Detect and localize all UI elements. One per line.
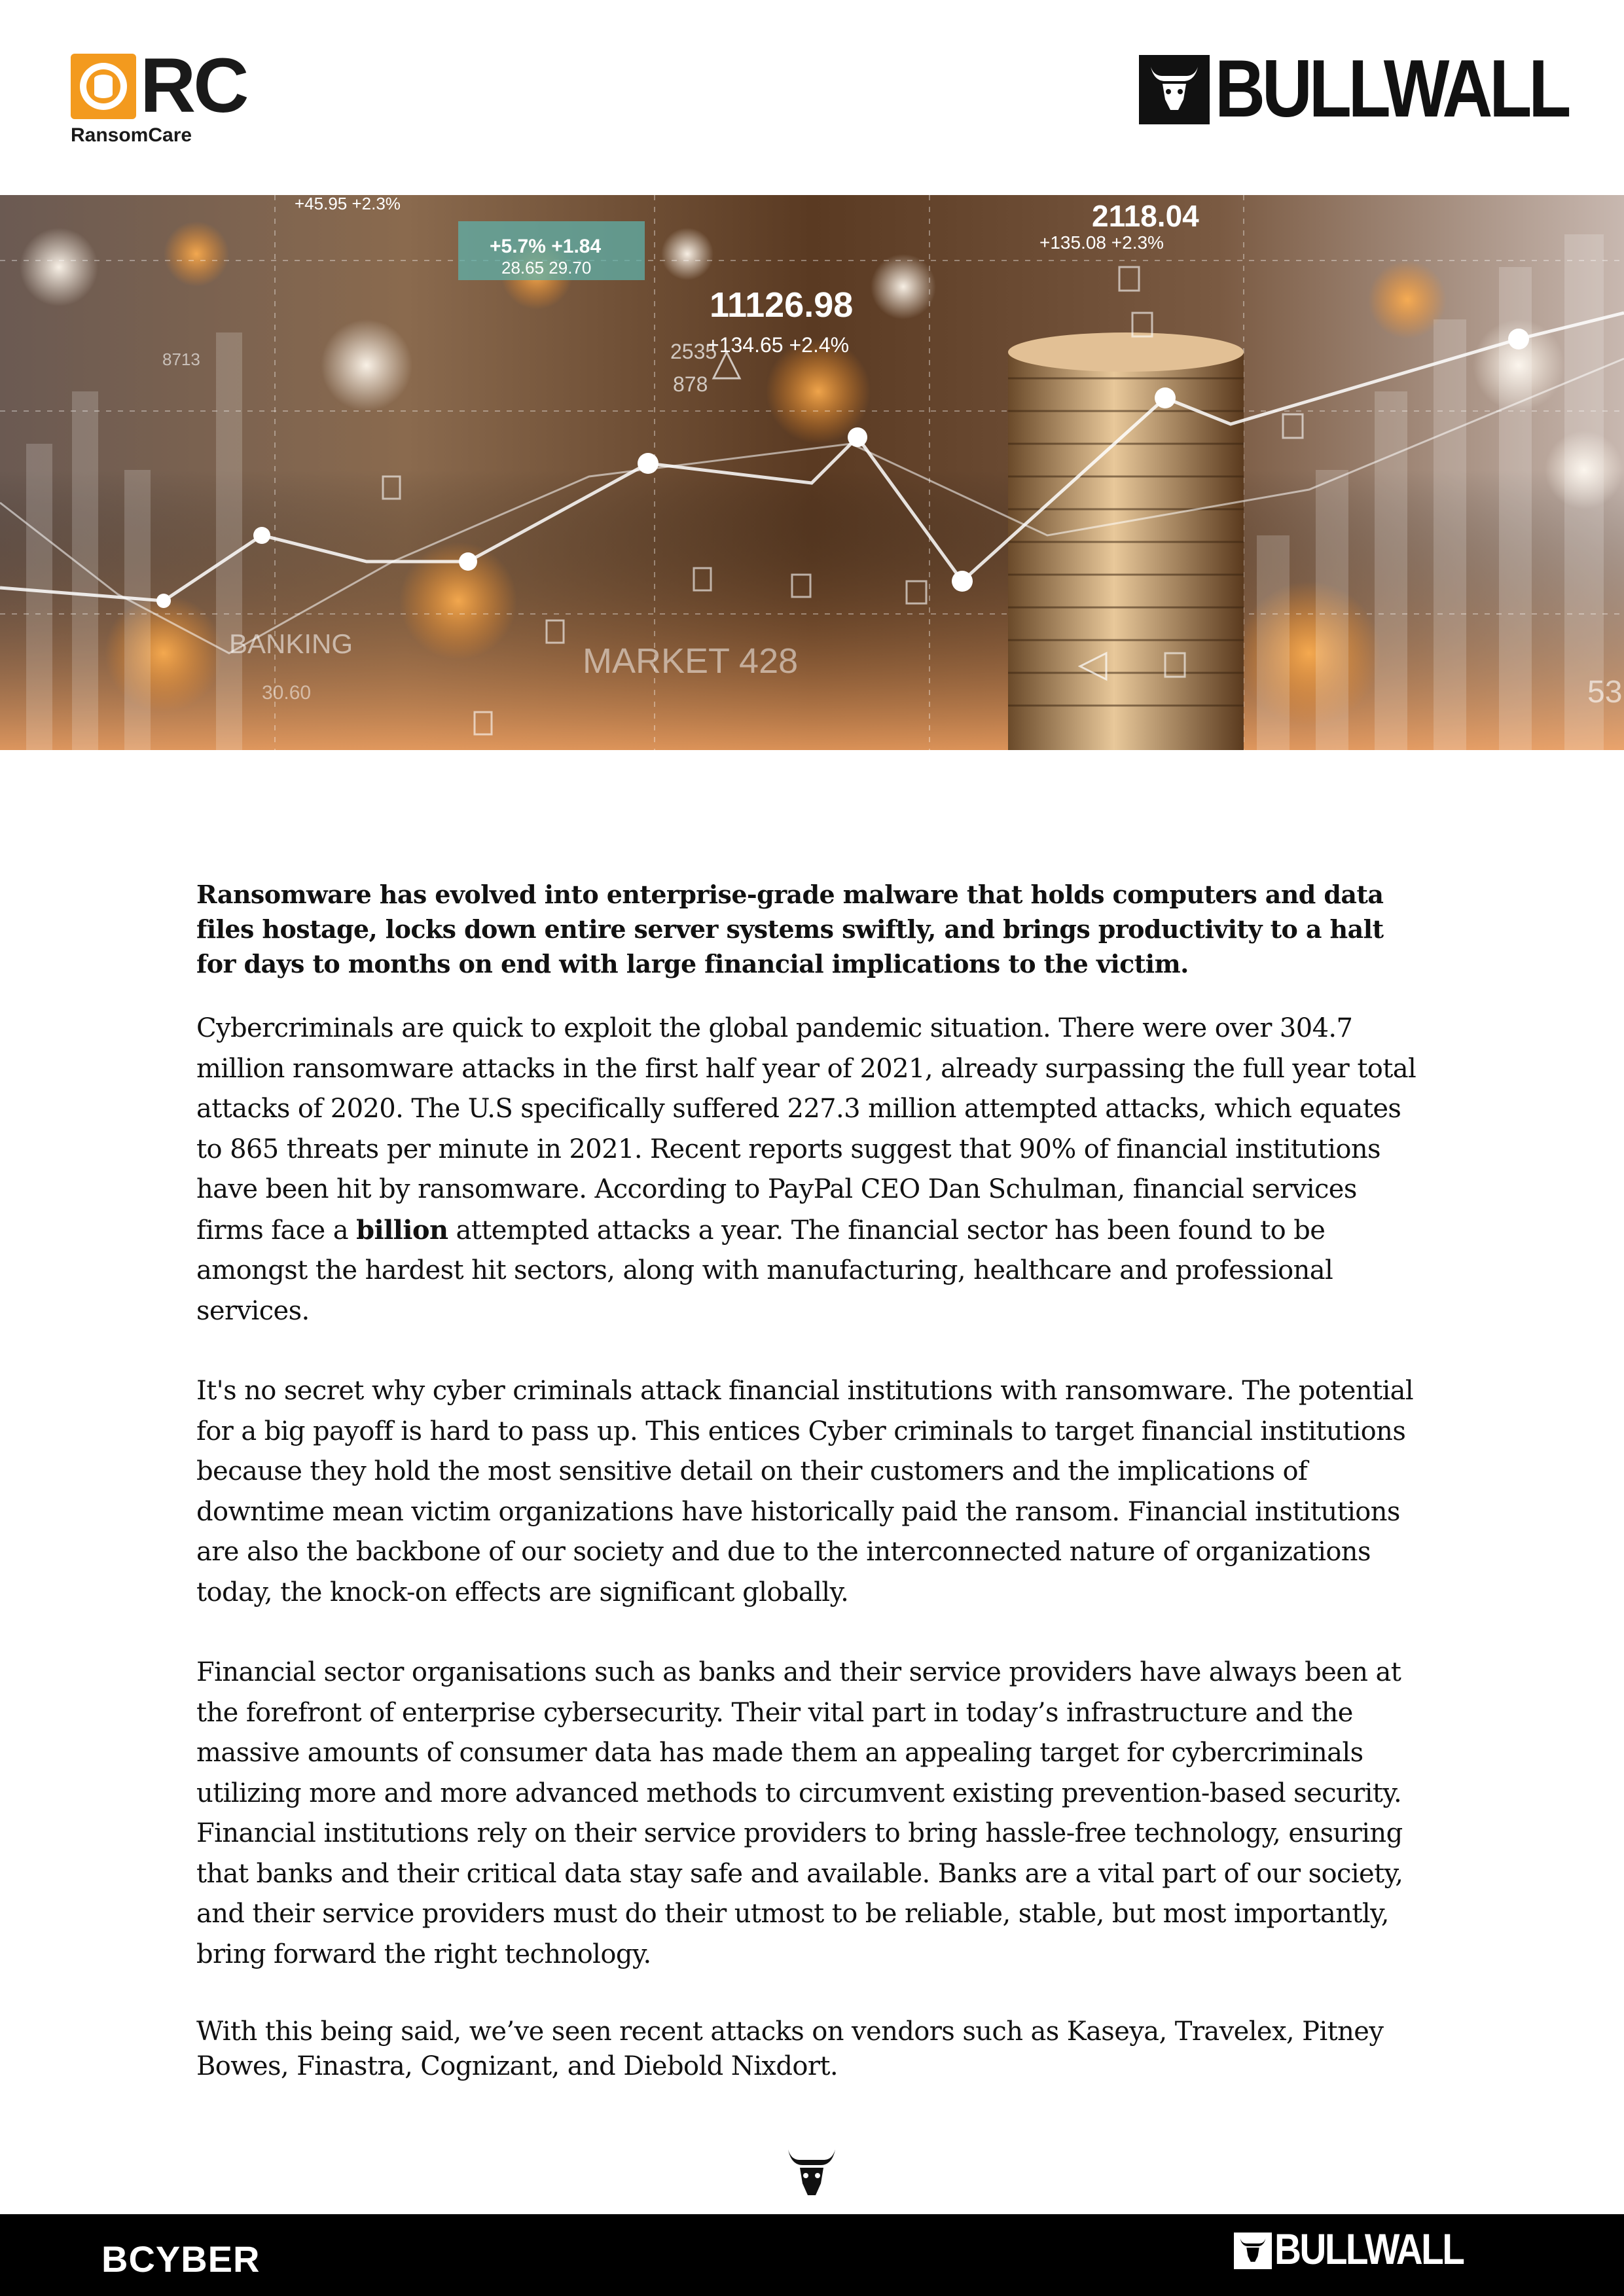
bullwall-logo-text: BULLWALL <box>1215 44 1568 134</box>
banner-right-edge: 53 <box>1587 675 1623 709</box>
banner-market: MARKET 428 <box>583 641 799 681</box>
paragraph-3: Financial sector organisations such as banks and their service providers have always been at the forefront of enterprise cybersecurity. Their vital part in today’s infrastructure and the massive amounts of consumer data has made them an appealing target for cybercriminals utilizing more and more advanced methods to circumvent existing prevention-based security. Financial institutions rely on their service providers to bring hassle-free technology, ensuring that banks and their critical data stay safe and available. Banks are a vital part of our society, and their service providers must do their utmost to be reliable, stable, but most importantly, bring forward the right technology. <box>196 1657 1403 1969</box>
paragraph-1-emphasis: billion <box>356 1214 448 1246</box>
footer-bullwall-logo <box>1234 2225 1464 2273</box>
banner-banking: BANKING <box>229 628 353 659</box>
paragraph-1-end: attempted attacks a year. The financial sector has been found to be amongst the hardest hit sectors, along with manufacturing, healthcare and professional services. <box>196 1215 1333 1326</box>
banner-side-b: 878 <box>673 372 708 396</box>
article-body <box>196 877 1427 2124</box>
banner-value-top: 2118.04 <box>1092 199 1199 233</box>
banner-delta-top: +135.08 +2.3% <box>1039 232 1164 253</box>
bullwall-logo <box>1139 44 1568 134</box>
lead-paragraph: Ransomware has evolved into enterprise-grade malware that holds computers and data files hostage, locks down entire server systems swiftly, and brings productivity to a halt for days to months on end with large financial implications to the victim. <box>196 880 1384 978</box>
bull-head-icon <box>1234 2233 1272 2269</box>
paragraph-1 <box>196 1009 1427 1331</box>
banner-left-a: 8713 <box>162 350 200 369</box>
paragraph-4: With this being said, we’ve seen recent attacks on vendors such as Kaseya, Travelex, Pitney Bowes, Finastra, Cognizant, and Diebold Nixdort. <box>196 2017 1384 2081</box>
ransomcare-logo <box>71 43 247 146</box>
banner-top-left: +45.95 +2.3% <box>295 195 401 213</box>
database-ring-icon <box>71 54 136 119</box>
ransomcare-logo-letters: RC <box>140 43 247 129</box>
paragraph-1-start: Cybercriminals are quick to exploit the global pandemic situation. There were over 304.7 million ransomware attacks in the first half year of 2021, already surpassing the full year total attacks of 2020. The U.S specifically suffered 227.3 million attempted attacks, which equates to 865 threats per minute in 2021. Recent reports suggest that 90% of financial institutions have been hit by ransomware. According to PayPal CEO Dan Schulman, financial services firms face a <box>196 1013 1416 1246</box>
footer-bcyber-logo: BCYBER <box>101 2238 261 2280</box>
banner-ticker-box-sub: 28.65 29.70 <box>501 258 592 278</box>
banner-value-main: 11126.98 <box>710 285 854 325</box>
financial-coins-chart-image <box>0 195 1624 750</box>
ransomcare-logo-name: RansomCare <box>71 124 192 146</box>
banner-delta-main: +134.65 +2.4% <box>707 333 850 357</box>
footer-bullwall-text: BULLWALL <box>1274 2225 1464 2273</box>
footer-bar <box>0 2214 1624 2296</box>
bull-head-icon <box>785 2147 838 2202</box>
banner-ticker-box: +5.7% +1.84 <box>490 236 602 257</box>
bull-head-icon <box>1139 55 1210 124</box>
banner-side-a: 2535 <box>670 340 717 363</box>
banner-banking-sub: 30.60 <box>262 682 312 704</box>
paragraph-2: It's no secret why cyber criminals attack financial institutions with ransomware. The potential for a big payoff is hard to pass up. This entices Cyber criminals to target financial institutions because they hold the most sensitive detail on their customers and the implications of downtime mean victim organizations have historically paid the ransom. Financial institutions are also the backbone of our society and due to the interconnected nature of organizations today, the knock-on effects are significant globally. <box>196 1376 1414 1607</box>
